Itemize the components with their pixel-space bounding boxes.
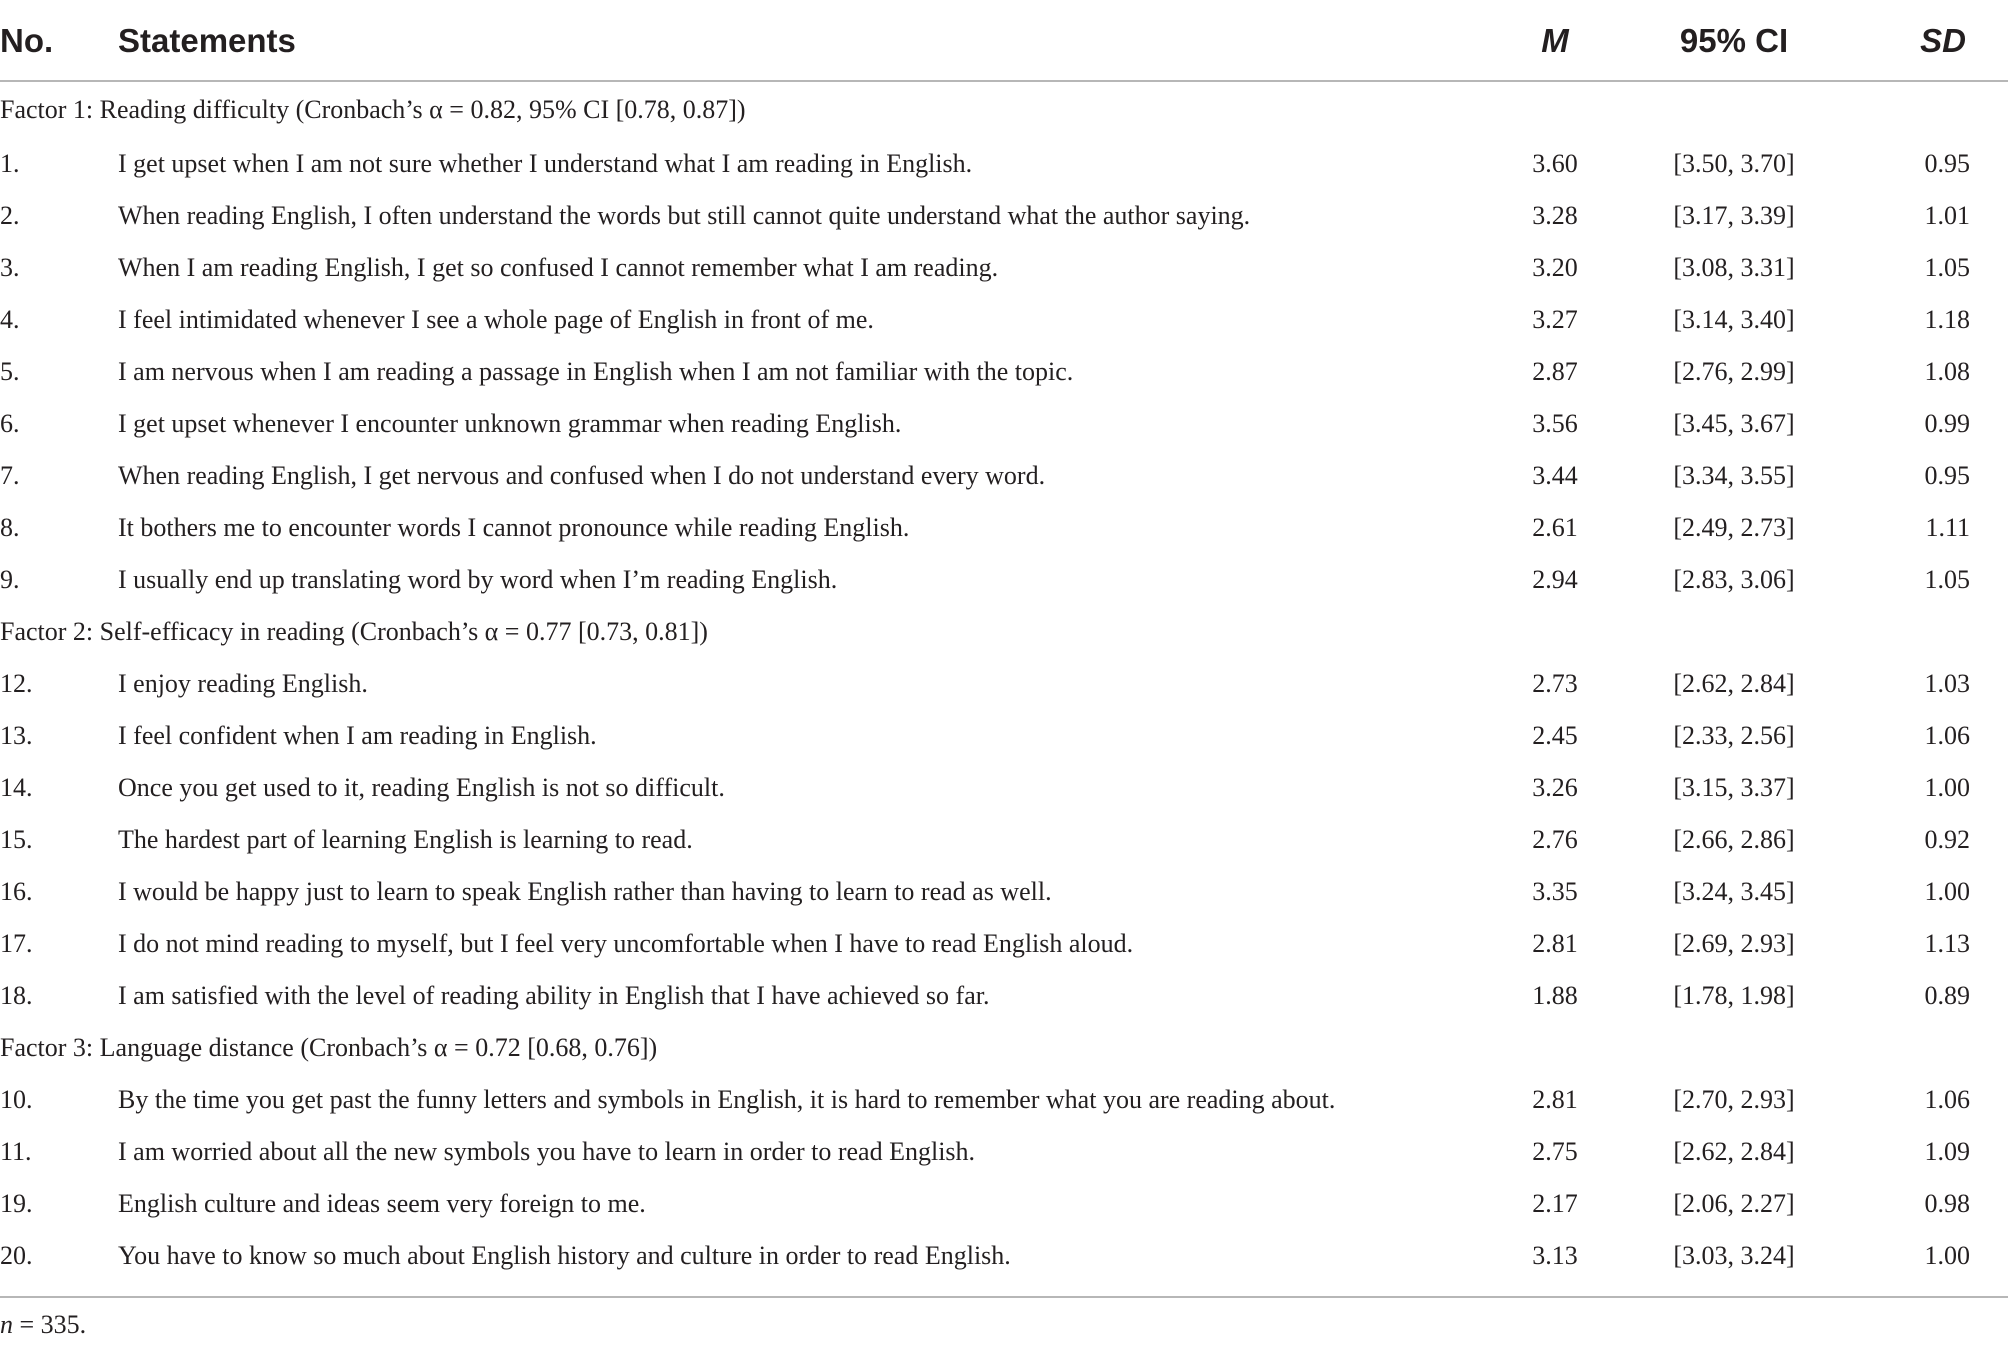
item-ci: [2.69, 2.93] (1673, 929, 1795, 958)
header-no: No. (0, 14, 118, 81)
note-variable: n (0, 1310, 13, 1339)
item-ci: [3.34, 3.55] (1673, 461, 1795, 490)
header-mean: M (1470, 14, 1640, 81)
table-row (0, 1126, 2008, 1178)
item-number: 15. (0, 825, 33, 854)
item-sd: 0.95 (1924, 461, 1970, 490)
item-number: 18. (0, 981, 33, 1010)
item-statement: I am satisfied with the level of reading ability in English that I have achieved so far. (118, 981, 990, 1010)
table-row (0, 138, 2008, 190)
item-statement: I get upset when I am not sure whether I understand what I am reading in English. (118, 149, 973, 178)
item-ci: [3.15, 3.37] (1673, 773, 1795, 802)
item-sd: 1.00 (1924, 1241, 1970, 1270)
item-mean: 2.76 (1532, 825, 1578, 854)
item-ci: [3.50, 3.70] (1673, 149, 1795, 178)
item-statement: The hardest part of learning English is learning to read. (118, 825, 693, 854)
item-sd: 1.00 (1924, 773, 1970, 802)
item-ci: [2.76, 2.99] (1673, 357, 1795, 386)
item-number: 16. (0, 877, 33, 906)
table-row (0, 970, 2008, 1022)
item-number: 11. (0, 1137, 32, 1166)
factor-row (0, 1022, 2008, 1074)
item-statement: I do not mind reading to myself, but I feel very uncomfortable when I have to read English aloud. (118, 929, 1134, 958)
item-statement: I enjoy reading English. (118, 669, 368, 698)
table-row (0, 918, 2008, 970)
item-mean: 3.27 (1532, 305, 1578, 334)
header-row (0, 14, 2008, 81)
item-mean: 2.87 (1532, 357, 1578, 386)
item-sd: 1.00 (1924, 877, 1970, 906)
item-mean: 2.73 (1532, 669, 1578, 698)
item-number: 19. (0, 1189, 33, 1218)
table-body (0, 81, 2008, 1282)
factor-heading: Factor 1: Reading difficulty (Cronbach’s α = 0.82, 95% CI [0.78, 0.87]) (0, 95, 746, 124)
item-statement: I feel intimidated whenever I see a whole page of English in front of me. (118, 305, 874, 334)
item-statement: English culture and ideas seem very foreign to me. (118, 1189, 646, 1218)
item-mean: 1.88 (1532, 981, 1578, 1010)
item-number: 13. (0, 721, 33, 750)
note-value: = 335. (13, 1310, 87, 1339)
item-statement: I am nervous when I am reading a passage in English when I am not familiar with the topic. (118, 357, 1074, 386)
item-number: 12. (0, 669, 33, 698)
item-sd: 1.05 (1924, 253, 1970, 282)
table-row (0, 1230, 2008, 1282)
table-row (0, 658, 2008, 710)
table-header (0, 14, 2008, 81)
table-row (0, 398, 2008, 450)
item-statement: I usually end up translating word by word when I’m reading English. (118, 565, 838, 594)
item-ci: [2.83, 3.06] (1673, 565, 1795, 594)
item-number: 7. (0, 461, 20, 490)
item-ci: [3.03, 3.24] (1673, 1241, 1795, 1270)
item-statement: I feel confident when I am reading in English. (118, 721, 597, 750)
item-sd: 1.13 (1924, 929, 1970, 958)
table-row (0, 1074, 2008, 1126)
item-sd: 1.01 (1924, 201, 1970, 230)
item-statement: Once you get used to it, reading English is not so difficult. (118, 773, 725, 802)
header-sd: SD (1828, 14, 2008, 81)
item-mean: 3.28 (1532, 201, 1578, 230)
table-row (0, 242, 2008, 294)
item-ci: [2.06, 2.27] (1673, 1189, 1795, 1218)
item-mean: 3.20 (1532, 253, 1578, 282)
item-mean: 3.56 (1532, 409, 1578, 438)
item-statement: I am worried about all the new symbols you have to learn in order to read English. (118, 1137, 976, 1166)
factor-heading: Factor 3: Language distance (Cronbach’s α = 0.72 [0.68, 0.76]) (0, 1033, 658, 1062)
item-number: 8. (0, 513, 20, 542)
item-statement: It bothers me to encounter words I cannot pronounce while reading English. (118, 513, 910, 542)
factor-row (0, 81, 2008, 138)
item-ci: [2.62, 2.84] (1673, 669, 1795, 698)
item-number: 17. (0, 929, 33, 958)
item-ci: [2.70, 2.93] (1673, 1085, 1795, 1114)
table-bottom-rule (0, 1296, 2008, 1298)
item-number: 3. (0, 253, 20, 282)
item-mean: 3.60 (1532, 149, 1578, 178)
item-statement: When reading English, I often understand the words but still cannot quite understand what the author saying. (118, 201, 1251, 230)
item-number: 2. (0, 201, 20, 230)
table-row (0, 762, 2008, 814)
table-row (0, 346, 2008, 398)
item-mean: 2.81 (1532, 929, 1578, 958)
item-statement: I get upset whenever I encounter unknown grammar when reading English. (118, 409, 902, 438)
item-sd: 1.08 (1924, 357, 1970, 386)
item-mean: 3.26 (1532, 773, 1578, 802)
factor-heading: Factor 2: Self-efficacy in reading (Cronbach’s α = 0.77 [0.73, 0.81]) (0, 617, 708, 646)
table-row (0, 450, 2008, 502)
table-row (0, 866, 2008, 918)
item-mean: 2.61 (1532, 513, 1578, 542)
item-sd: 0.92 (1924, 825, 1970, 854)
table-row (0, 190, 2008, 242)
item-sd: 0.99 (1924, 409, 1970, 438)
item-statement: You have to know so much about English history and culture in order to read English. (118, 1241, 1011, 1270)
item-ci: [3.08, 3.31] (1673, 253, 1795, 282)
factor-row (0, 606, 2008, 658)
item-mean: 3.13 (1532, 1241, 1578, 1270)
table-row (0, 814, 2008, 866)
item-sd: 1.06 (1924, 721, 1970, 750)
item-statement: I would be happy just to learn to speak English rather than having to learn to read as well. (118, 877, 1052, 906)
item-mean: 2.17 (1532, 1189, 1578, 1218)
header-ci: 95% CI (1640, 14, 1828, 81)
item-mean: 2.81 (1532, 1085, 1578, 1114)
item-ci: [2.66, 2.86] (1673, 825, 1795, 854)
item-sd: 1.03 (1924, 669, 1970, 698)
table-row (0, 554, 2008, 606)
table-note (0, 1310, 86, 1340)
item-ci: [3.45, 3.67] (1673, 409, 1795, 438)
item-number: 5. (0, 357, 20, 386)
table-row (0, 710, 2008, 762)
item-ci: [1.78, 1.98] (1673, 981, 1795, 1010)
item-ci: [3.17, 3.39] (1673, 201, 1795, 230)
item-sd: 1.09 (1924, 1137, 1970, 1166)
table-row (0, 294, 2008, 346)
item-mean: 3.44 (1532, 461, 1578, 490)
item-number: 4. (0, 305, 20, 334)
item-statement: By the time you get past the funny letters and symbols in English, it is hard to remember what you are reading about. (118, 1085, 1336, 1114)
item-mean: 2.75 (1532, 1137, 1578, 1166)
item-mean: 2.45 (1532, 721, 1578, 750)
header-statements: Statements (118, 14, 1470, 81)
item-statement: When I am reading English, I get so confused I cannot remember what I am reading. (118, 253, 999, 282)
item-number: 6. (0, 409, 20, 438)
item-statement: When reading English, I get nervous and confused when I do not understand every word. (118, 461, 1046, 490)
item-ci: [2.33, 2.56] (1673, 721, 1795, 750)
item-sd: 0.98 (1924, 1189, 1970, 1218)
table-row (0, 1178, 2008, 1230)
item-sd: 1.11 (1925, 513, 1970, 542)
item-sd: 1.05 (1924, 565, 1970, 594)
item-number: 9. (0, 565, 20, 594)
item-number: 14. (0, 773, 33, 802)
statements-table (0, 14, 2008, 1282)
item-ci: [2.62, 2.84] (1673, 1137, 1795, 1166)
item-sd: 0.95 (1924, 149, 1970, 178)
item-ci: [3.24, 3.45] (1673, 877, 1795, 906)
item-mean: 2.94 (1532, 565, 1578, 594)
item-sd: 0.89 (1924, 981, 1970, 1010)
table-row (0, 502, 2008, 554)
item-ci: [3.14, 3.40] (1673, 305, 1795, 334)
item-number: 10. (0, 1085, 33, 1114)
item-number: 1. (0, 149, 20, 178)
item-number: 20. (0, 1241, 33, 1270)
item-ci: [2.49, 2.73] (1673, 513, 1795, 542)
item-mean: 3.35 (1532, 877, 1578, 906)
item-sd: 1.18 (1924, 305, 1970, 334)
item-sd: 1.06 (1924, 1085, 1970, 1114)
